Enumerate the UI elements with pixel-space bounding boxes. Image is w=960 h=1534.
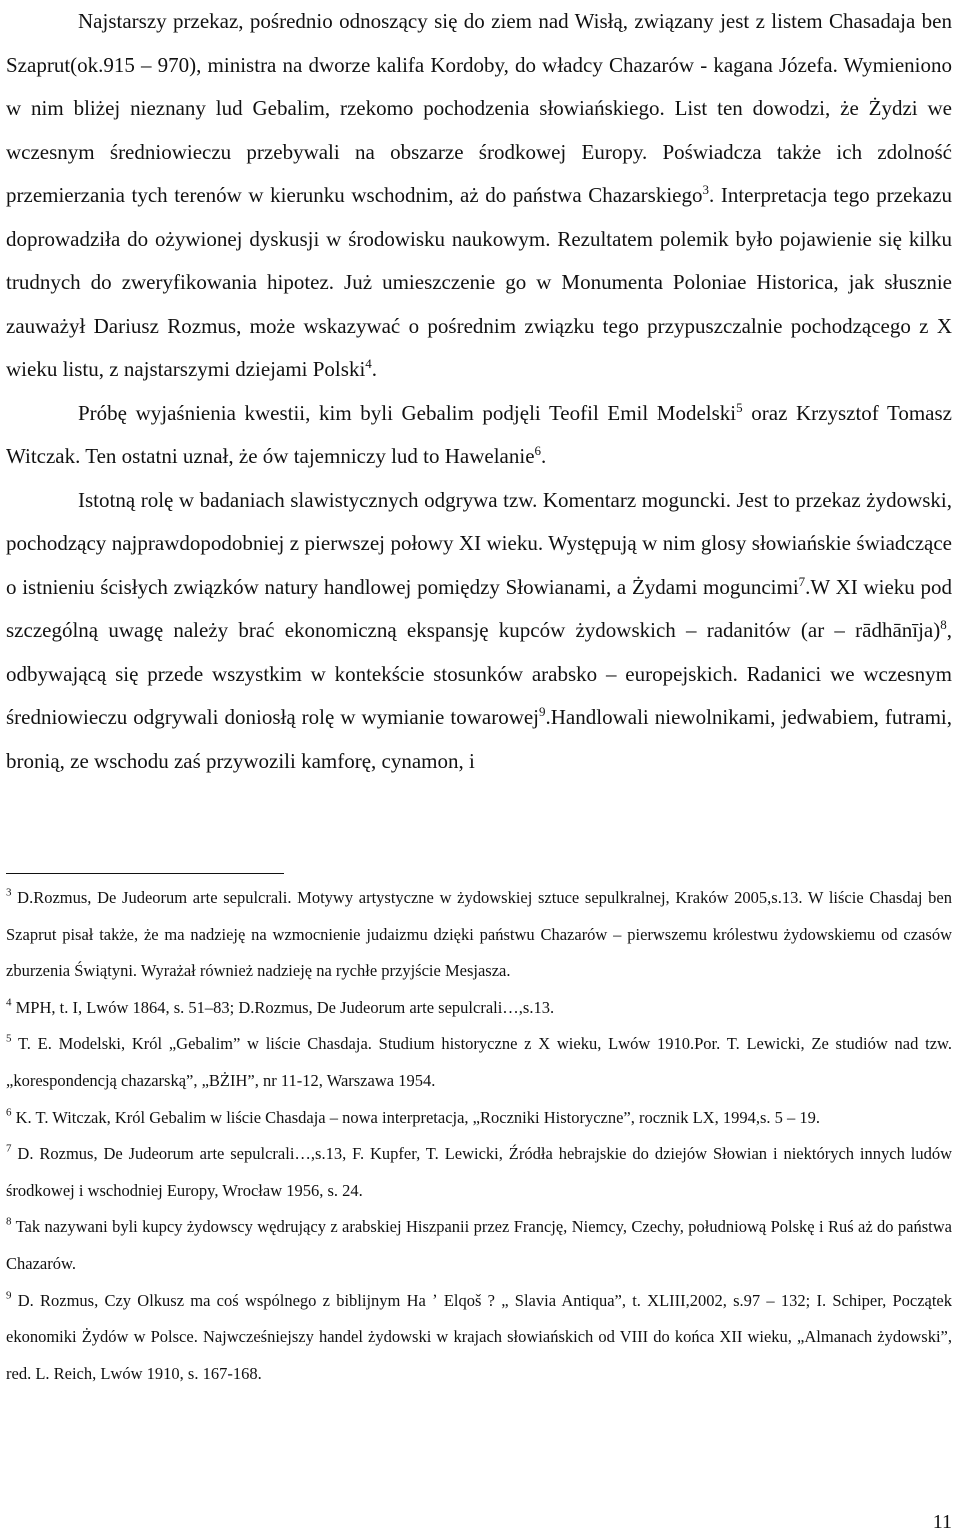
footnote-number: 3 [6,886,12,899]
paragraph-2-text-c: . [541,444,547,468]
footnote-8 [6,1209,952,1282]
footnote-3 [6,880,952,990]
footnote-ref-6[interactable]: 6 [534,443,542,459]
footnote-number: 6 [6,1105,12,1118]
footnotes [6,880,952,1392]
footnote-7 [6,1136,952,1209]
paragraph-3-text-d: .Handlowali niewolnikami, jedwabiem, futrami, bronią, ze wschodu zaś przywozili kamforę, cynamon, i [6,705,952,773]
footnote-number: 4 [6,996,12,1009]
paragraph-1 [6,0,952,392]
paragraph-3-text-c: , odbywającą się przede wszystkim w kontekście stosunków arabsko – europejskich. Radanici we wczesnym średniowieczu odgrywali doniosłą rolę w wymianie towarowej [6,618,952,729]
paragraph-2-text-a: Próbę wyjaśnienia kwestii, kim byli Gebalim podjęli Teofil Emil Modelski [78,400,737,425]
footnote-text: D. Rozmus, De Judeorum arte sepulcrali…,s.13, F. Kupfer, T. Lewicki, Źródła hebrajskie do dziejów Słowian i niektórych innych ludów środkowej i wschodniej Europy, Wrocław 1956, s. 24. [6,1144,952,1200]
footnote-text: D.Rozmus, De Judeorum arte sepulcrali. Motywy artystyczne w żydowskiej sztuce sepulkralnej, Kraków 2005,s.13. W liście Chasdaj ben Szaprut pisał także, że ma nadzieję na wzmocnienie judaizmu dzięki państwu Chazarów – pierwszemu królestwu żydowskiemu od czasów zburzenia Świątyni. Wyrażał również nadzieję na rychłe przyjście Mesjasza. [6,888,952,981]
footnote-number: 9 [6,1288,12,1301]
page-number: 11 [932,1511,952,1533]
footnote-number: 7 [6,1142,12,1155]
footnote-9 [6,1283,952,1393]
footnote-number: 8 [6,1215,12,1228]
footnote-4 [6,990,952,1027]
paragraph-1-text-b: . Interpretacja tego przekazu doprowadziła do ożywionej dyskusji w środowisku naukowym. Rezultatem polemik było pojawienie się kilku trudnych do zweryfikowania hipotez. Już umieszczenie go w Monumenta Poloniae Historica, jak słusznie zauważył Dariusz Rozmus, może wskazywać o pośrednim związku tego przypuszczalnie pochodzącego z X wieku listu, z najstarszymi dziejami Polski [6,183,952,381]
footnote-ref-5[interactable]: 5 [736,399,743,415]
footnote-6 [6,1100,952,1137]
paragraph-1-text-c: . [371,357,378,381]
footnote-text: T. E. Modelski, Król „Gebalim” w liście Chasdaja. Studium historyczne z X wieku, Lwów 1910.Por. T. Lewicki, Ze studiów nad tzw. „korespondencją chazarską”, „BŻIH”, nr 11-12, Warszawa 1954. [6,1034,952,1090]
footnote-text: K. T. Witczak, Król Gebalim w liście Chasdaja – nowa interpretacja, „Roczniki Historyczne”, rocznik LX, 1994,s. 5 – 19. [11,1107,821,1127]
paragraph-3 [6,479,952,784]
main-text [6,0,952,783]
footnote-ref-4[interactable]: 4 [365,356,372,372]
footnote-text: D. Rozmus, Czy Olkusz ma coś wspólnego z biblijnym Ha ʼ Elqoš ? „ Slavia Antiqua”, t. XLIII,2002, s.97 – 132; I. Schiper, Początek ekonomiki Żydów w Polsce. Najwcześniejszy handel żydowski w krajach słowiańskich od VIII do końca XII wieku, „Almanach żydowski”, red. L. Reich, Lwów 1910, s. 167-168. [6,1290,952,1383]
footnote-ref-7[interactable]: 7 [798,573,806,589]
paragraph-3-text-a: Istotną rolę w badaniach slawistycznych odgrywa tzw. Komentarz moguncki. Jest to przekaz żydowski, pochodzący najprawdopodobniej z pierwszej połowy XI wieku. Występują w nim glosy słowiańskie świadczące o istnieniu ścisłych związków natury handlowej pomiędzy Słowianami, a Żydami moguncimi [6,487,952,599]
paragraph-2-text-b: oraz Krzysztof Tomasz Witczak. Ten ostatni uznał, że ów tajemniczy lud to Hawelanie [6,400,952,468]
footnote-5 [6,1026,952,1099]
footnote-text: MPH, t. I, Lwów 1864, s. 51–83; D.Rozmus, De Judeorum arte sepulcrali…,s.13. [11,997,555,1017]
footnote-ref-9[interactable]: 9 [539,704,546,720]
footnote-ref-8[interactable]: 8 [940,617,947,633]
paragraph-1-text-a: Najstarszy przekaz, pośrednio odnoszący się do ziem nad Wisłą, związany jest z listem Chasadaja ben Szaprut(ok.915 – 970), ministra na dworze kalifa Kordoby, do władcy Chazarów - kagana Józefa. Wymieniono w nim bliżej nieznany lud Gebalim, rzekomo pochodzenia słowiańskiego. List ten dowodzi, że Żydzi we wczesnym średniowieczu przebywali na obszarze środkowej Europy. Poświadcza także ich zdolność przemierzania tych terenów w kierunku wschodnim, aż do państwa Chazarskiego [6,9,952,207]
footnote-separator [6,873,284,874]
paragraph-2 [6,392,952,479]
footnote-number: 5 [6,1032,12,1045]
footnote-ref-3[interactable]: 3 [702,182,709,198]
footnote-text: Tak nazywani byli kupcy żydowscy wędrujący z arabskiej Hiszpanii przez Francję, Niemcy, Czechy, południową Polskę i Ruś aż do państwa Chazarów. [6,1217,952,1273]
page [6,0,952,783]
paragraph-3-text-b: .W XI wieku pod szczególną uwagę należy brać ekonomiczną ekspansję kupców żydowskich – radanitów (ar – rādhānīja) [6,574,952,642]
